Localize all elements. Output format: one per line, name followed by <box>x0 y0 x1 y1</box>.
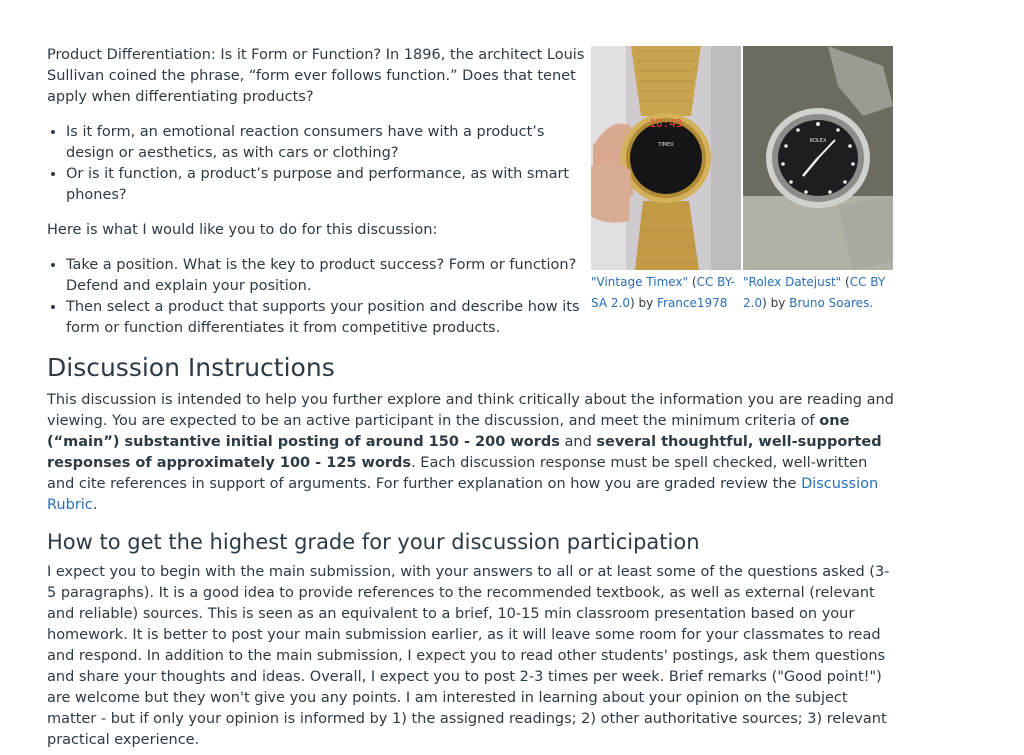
photo-row <box>591 46 894 270</box>
rolex-datejust-title-link[interactable]: "Rolex Datejust" <box>743 275 842 289</box>
rolex-datejust-caption <box>743 272 893 314</box>
discussion-instructions-heading: Discussion Instructions <box>47 353 335 382</box>
france1978-author-link[interactable]: France1978 <box>656 296 728 310</box>
intro-paragraph: Product Differentiation: Is it Form or Function? In 1896, the architect Louis Sullivan coined the phrase, “form ever follows function.” Does that tenet apply when differentiating products? <box>47 47 585 105</box>
watch-photos <box>591 46 894 314</box>
list-item: • Or is it function, a product’s purpose and performance, as with smart phones? <box>66 164 585 206</box>
vintage-timex-image <box>591 46 741 270</box>
cc-by-sa-license-link[interactable]: CC BY-SA 2.0 <box>591 275 735 310</box>
text-run: This discussion is intended to help you further explore and think critically about the information you are reading and viewing. You are expected to be an active participant in the discussion, and meet the minimum criteria of <box>47 392 894 429</box>
vintage-timex-title-link[interactable]: "Vintage Timex" <box>591 275 689 289</box>
list-item: • Is it form, an emotional reaction consumers have with a product’s design or aesthetics, as with cars or clothing? <box>66 122 585 164</box>
todo-paragraph: Here is what I would like you to do for this discussion: <box>47 222 438 238</box>
bruno-soares-author-link[interactable]: Bruno Soares. <box>789 296 874 310</box>
rolex-datejust-watch-picture <box>743 46 893 270</box>
watch-time-display: 10:43 <box>649 117 683 130</box>
vintage-timex-caption <box>591 272 741 314</box>
caption-text: ( <box>688 275 697 289</box>
highest-grade-paragraph: I expect you to begin with the main submission, with your answers to all or at least some of the questions asked (3-5 paragraphs). It is a good idea to provide references to the recommended textbook, as well as external (relevant and reliable) sources. This is seen as an equivalent to a brief, 10-15 min classroom presentation based on your homework. It is better to post your main submission earlier, as it will leave some room for your classmates to read and respond. In addition to the main submission, I expect you to read other students' postings, ask them questions and share your thoughts and ideas. Overall, I expect you to post 2-3 times per week. Brief remarks ("Good point!") are welcome but they won't give you any points. I am interested in learning about your opinion on the subject matter - but if only your opinion is informed by 1) the assigned readings; 2) other authoritative sources; 3) relevant practical experience. <box>47 564 890 748</box>
photo-captions <box>591 272 894 314</box>
vintage-timex-watch-picture <box>591 46 741 270</box>
bold-text: one (“main”) substantive initial posting of around 150 - 200 words <box>47 413 850 450</box>
text-run: . <box>92 497 98 513</box>
list-item: • Then select a product that supports your position and describe how its form or function differentiates it from competitive products. <box>66 297 585 339</box>
text-run: and <box>559 434 597 450</box>
highest-grade-heading: How to get the highest grade for your discussion participation <box>47 530 700 554</box>
bold-text: several thoughtful, well-supported responses of approximately 100 - 125 words <box>47 434 882 471</box>
text-run: . Each discussion response must be spell checked, well-written and cite references in support of arguments. For further explanation on how you are graded review the <box>47 455 868 492</box>
list-item: • Take a position. What is the key to product success? Form or function? Defend and explain your position. <box>66 255 585 297</box>
rolex-dial-label: ROLEX <box>809 138 827 144</box>
intro-section <box>47 45 585 339</box>
discussion-rubric-link[interactable]: Discussion Rubric <box>47 476 879 513</box>
caption-text: ) by <box>629 296 657 310</box>
caption-text: ) by <box>762 296 790 310</box>
task-list <box>47 255 585 339</box>
form-function-list <box>47 122 585 206</box>
discussion-instructions-paragraph <box>47 390 897 516</box>
cc-by-license-link[interactable]: CC BY 2.0 <box>743 275 886 310</box>
caption-text: ( <box>841 275 850 289</box>
rolex-datejust-image <box>743 46 893 270</box>
watch-brand-label: TIMEX <box>658 142 674 148</box>
